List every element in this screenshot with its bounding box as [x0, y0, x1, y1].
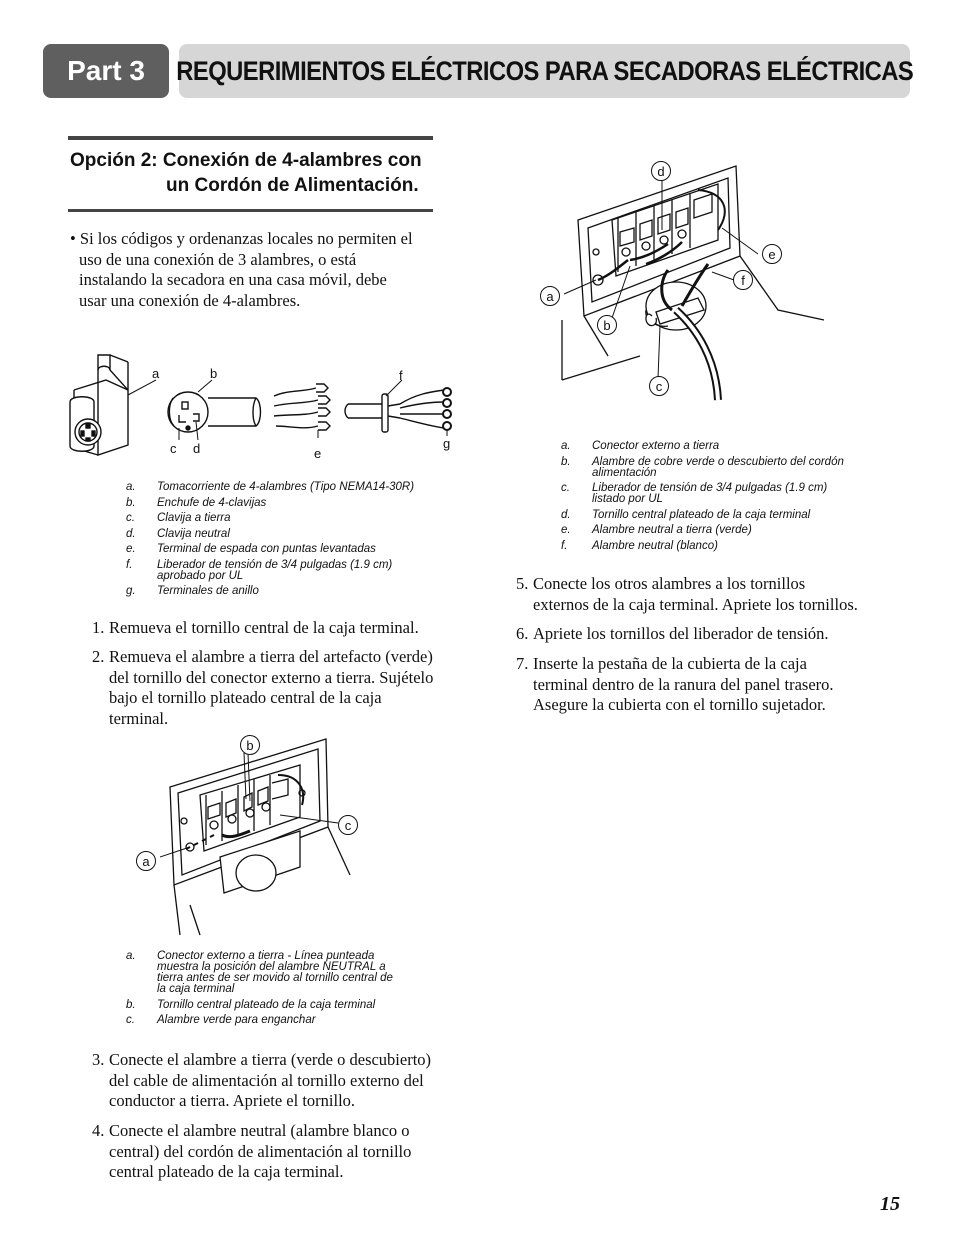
fig2-label-a: a	[136, 851, 156, 871]
section-heading	[70, 148, 440, 198]
fig3-label-b: b	[597, 315, 617, 335]
intro-line: uso de una conexión de 3 alambres, o está	[79, 249, 357, 269]
fig1-label-a: a	[152, 366, 160, 381]
caption-row: e. Terminal de espada con puntas levantadas	[126, 543, 376, 555]
caption-row: f. Liberador de tensión de 3/4 pulgadas (1.9 cm) aprobado por UL	[126, 558, 393, 582]
intro-line: usar una conexión de 4-alambres.	[79, 290, 301, 310]
figure-receptacle-plug	[66, 350, 466, 470]
caption-row: d. Clavija neutral	[126, 527, 230, 540]
figure3-captions	[561, 441, 901, 556]
step-7: 7. Inserte la pestaña de la cubierta de la caja terminal dentro de la ranura del panel trasero. Asegure la cubierta con el tornillo sujetador.	[516, 654, 834, 714]
step-4: 4. Conecte el alambre neutral (alambre blanco o central) del cordón de alimentación al tornillo central plateado de la caja terminal.	[92, 1121, 412, 1181]
fig1-label-g: g	[443, 436, 451, 451]
figure-terminal-block	[160, 735, 360, 943]
caption-row: c. Alambre verde para enganchar	[126, 1014, 316, 1026]
fig1-label-c: c	[170, 441, 177, 456]
caption-row: e. Alambre neutral a tierra (verde)	[561, 524, 752, 536]
step-2: 2. Remueva el alambre a tierra del artefacto (verde) del tornillo del conector externo a tierra. Sujételo bajo el tornillo plateado central de la caja terminal.	[92, 647, 434, 728]
heading-rule-bottom	[68, 209, 433, 212]
caption-row: a. Conector externo a tierra - Línea punteada muestra la posición del alambre NEUTRAL a tierra antes de ser movido al tornillo central de la caja terminal	[126, 950, 393, 995]
caption-row: b. Tornillo central plateado de la caja terminal	[126, 998, 376, 1011]
intro-line: Si los códigos y ordenanzas locales no permiten el	[79, 229, 413, 248]
step-3: 3. Conecte el alambre a tierra (verde o descubierto) del cable de alimentación al tornillo externo del conductor a tierra. Apriete el tornillo.	[92, 1050, 432, 1110]
part-label: Part 3	[67, 55, 145, 86]
step-1: 1. Remueva el tornillo central de la caja terminal.	[92, 618, 419, 637]
fig3-label-c: c	[649, 376, 669, 396]
fig1-label-e: e	[314, 446, 322, 461]
intro-bullet	[70, 229, 440, 311]
caption-row: b. Alambre de cobre verde o descubierto del cordón alimentación	[561, 455, 844, 479]
fig3-label-f: f	[733, 270, 753, 290]
fig1-label-f: f	[399, 368, 403, 383]
figure-cord-connection	[548, 160, 828, 412]
figure1-captions	[126, 482, 446, 602]
step-6: 6. Apriete los tornillos del liberador de tensión.	[516, 624, 829, 643]
bullet-mark: •	[70, 229, 76, 248]
fig2-label-b: b	[240, 735, 260, 755]
fig3-label-a: a	[540, 286, 560, 306]
intro-line: instalando la secadora en una casa móvil, debe	[79, 270, 387, 289]
fig1-label-d: d	[193, 441, 201, 456]
figure2-captions	[126, 951, 446, 1031]
caption-row: b. Enchufe de 4-clavijas	[126, 496, 267, 509]
page-number: 15	[880, 1193, 900, 1215]
fig2-label-c: c	[338, 815, 358, 835]
caption-row: d. Tornillo central plateado de la caja terminal	[561, 508, 811, 521]
heading-line-1: Opción 2: Conexión de 4-alambres con	[70, 150, 422, 171]
caption-row: f. Alambre neutral (blanco)	[561, 539, 718, 552]
part-tab	[43, 44, 169, 98]
caption-row: c. Liberador de tensión de 3/4 pulgadas (1.9 cm) listado por UL	[561, 482, 828, 505]
fig1-label-b: b	[210, 366, 218, 381]
caption-row: a. Conector externo a tierra	[561, 440, 720, 452]
page-title: REQUERIMIENTOS ELÉCTRICOS PARA SECADORAS ELÉCTRICAS	[176, 55, 914, 86]
caption-row: a. Tomacorriente de 4-alambres (Tipo NEMA14-30R)	[126, 481, 415, 493]
caption-row: c. Clavija a tierra	[126, 512, 231, 524]
title-bar	[176, 44, 914, 98]
heading-rule-top	[68, 136, 433, 140]
caption-row: g. Terminales de anillo	[126, 585, 259, 597]
step-5: 5. Conecte los otros alambres a los tornillos externos de la caja terminal. Apriete los tornillos.	[516, 574, 858, 614]
fig3-label-e: e	[762, 244, 782, 264]
fig3-label-d: d	[651, 161, 671, 181]
heading-line-2: un Cordón de Alimentación.	[166, 175, 419, 196]
